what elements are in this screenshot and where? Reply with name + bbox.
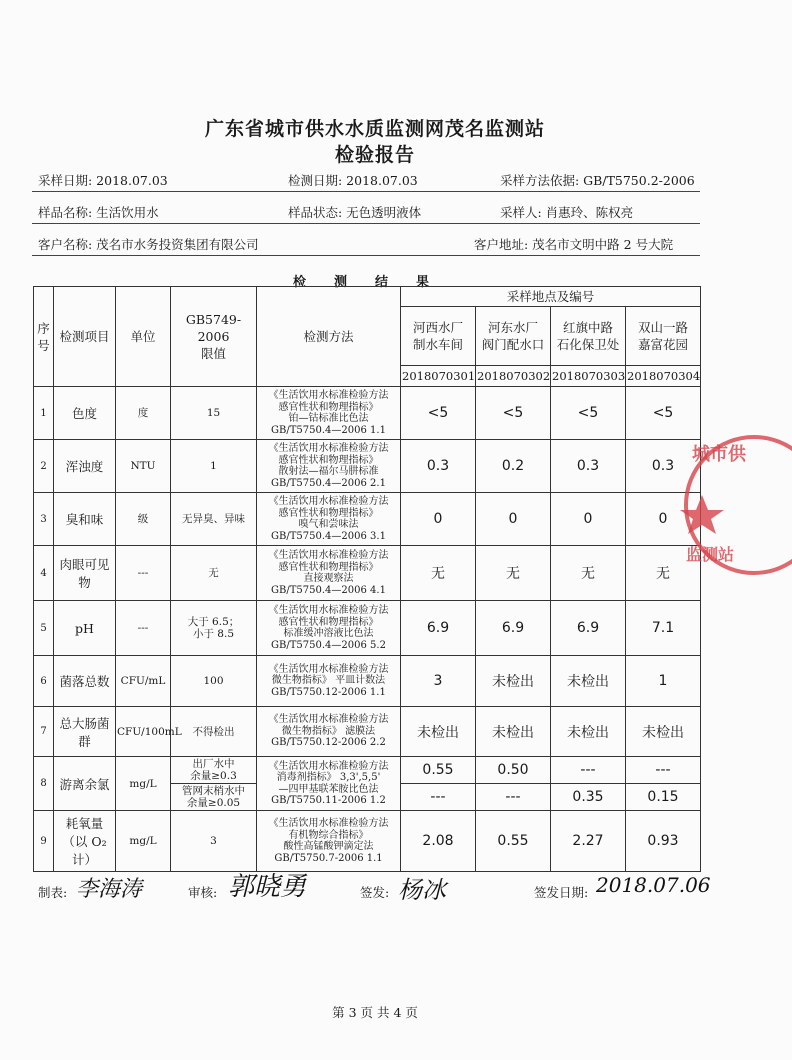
row-item: 菌落总数 — [54, 656, 116, 707]
sample-name: 样品名称: 生活饮用水 — [38, 205, 159, 220]
row-method: 《生活饮用水标准检验方法 感官性状和物理指标》 散射法—福尔马肼标准 GB/T5750.4—2006 2.1 — [257, 440, 401, 493]
row-value: 未检出 — [626, 707, 701, 757]
test-date: 检测日期: 2018.07.03 — [288, 173, 418, 188]
svg-text:城市供: 城市供 — [692, 444, 746, 465]
section-title: 检测结果 — [292, 275, 457, 290]
approved-by-label: 签发: — [360, 885, 390, 900]
row-value: <5 — [476, 387, 551, 440]
table-row — [34, 387, 701, 440]
results-table — [33, 286, 701, 872]
row-seq: 6 — [34, 656, 54, 707]
row-value: 无 — [626, 546, 701, 601]
row-value: 6.9 — [551, 601, 626, 656]
row-seq: 1 — [34, 387, 54, 440]
header-seq: 序 号 — [34, 287, 54, 387]
header-row — [34, 287, 701, 307]
page-number: 第 3 页 共 4 页 — [332, 1005, 418, 1020]
row-item: 游离余氯 — [54, 757, 116, 811]
row-unit: mg/L — [116, 757, 171, 811]
row-value: --- — [401, 784, 476, 811]
location-name: 河西水厂 制水车间 — [401, 307, 476, 366]
approved-by-signature: 杨冰 — [398, 876, 446, 904]
approval-date-label: 签发日期: — [534, 885, 589, 900]
header-limit: GB5749-2006 限值 — [171, 287, 257, 387]
row-value: 3 — [401, 656, 476, 707]
divider — [32, 255, 700, 256]
location-code: 2018070304 — [626, 366, 701, 387]
row-method: 《生活饮用水标准检验方法 微生物指标》 滤膜法 GB/T5750.12-2006 2.2 — [257, 707, 401, 757]
row-seq: 7 — [34, 707, 54, 757]
row-value: 0.2 — [476, 440, 551, 493]
row-seq: 3 — [34, 493, 54, 546]
row-value: --- — [626, 757, 701, 784]
row-value: 无 — [551, 546, 626, 601]
reviewed-by-signature: 郭晓勇 — [228, 872, 307, 902]
header-unit: 单位 — [116, 287, 171, 387]
row-unit: --- — [116, 601, 171, 656]
row-value: 未检出 — [551, 707, 626, 757]
sampler: 采样人: 肖惠玲、陈权亮 — [500, 205, 634, 220]
row-limit: 大于 6.5； 小于 8.5 — [171, 601, 257, 656]
row-limit: 15 — [171, 387, 257, 440]
row-seq: 9 — [34, 811, 54, 872]
prepared-by-signature: 李海涛 — [76, 877, 143, 902]
customer-name: 客户名称: 茂名市水务投资集团有限公司 — [38, 237, 259, 252]
row-item: 肉眼可见物 — [54, 546, 116, 601]
prepared-by-label: 制表: — [38, 885, 68, 900]
row-unit: CFU/mL — [116, 656, 171, 707]
row-value: 未检出 — [401, 707, 476, 757]
row-method: 《生活饮用水标准检验方法 微生物指标》 平皿计数法 GB/T5750.12-2006 1.1 — [257, 656, 401, 707]
row-limit: 1 — [171, 440, 257, 493]
row-value: <5 — [626, 387, 701, 440]
divider — [32, 223, 700, 224]
sampling-method: 采样方法依据: GB/T5750.2-2006 — [500, 173, 695, 188]
row-value: 1 — [626, 656, 701, 707]
report-title: 广东省城市供水水质监测网茂名监测站 — [204, 118, 545, 140]
location-name: 河东水厂 阀门配水口 — [476, 307, 551, 366]
divider — [32, 191, 700, 192]
row-value: --- — [551, 757, 626, 784]
location-code: 2018070303 — [551, 366, 626, 387]
row-value: 未检出 — [551, 656, 626, 707]
row-value: 7.1 — [626, 601, 701, 656]
row-method: 《生活饮用水标准检验方法 有机物综合指标》 酸性高锰酸钾滴定法 GB/T5750.7-2006 1.1 — [257, 811, 401, 872]
header-method: 检测方法 — [257, 287, 401, 387]
row-limit: 3 — [171, 811, 257, 872]
report-subtitle: 检验报告 — [334, 144, 415, 166]
location-name: 红旗中路 石化保卫处 — [551, 307, 626, 366]
row-value: 2.08 — [401, 811, 476, 872]
reviewed-by-label: 审核: — [188, 885, 218, 900]
row-value: 无 — [401, 546, 476, 601]
row-limit: 100 — [171, 656, 257, 707]
row-value: 6.9 — [401, 601, 476, 656]
sample-state: 样品状态: 无色透明液体 — [288, 205, 422, 220]
approval-date-handwritten: 2018.07.06 — [596, 873, 711, 897]
row-limit: 无 — [171, 546, 257, 601]
row-unit: 度 — [116, 387, 171, 440]
row-value: 0.93 — [626, 811, 701, 872]
row-item: 浑浊度 — [54, 440, 116, 493]
row-method: 《生活饮用水标准检验方法 感官性状和物理指标》 嗅气和尝味法 GB/T5750.4—2006 3.1 — [257, 493, 401, 546]
row-limit: 管网末梢水中 余量≥0.05 — [171, 784, 257, 811]
row-value: 0 — [476, 493, 551, 546]
row-value: --- — [476, 784, 551, 811]
row-unit: NTU — [116, 440, 171, 493]
row-value: 2.27 — [551, 811, 626, 872]
row-value: 0 — [401, 493, 476, 546]
row-value: 0.3 — [626, 440, 701, 493]
row-item: 臭和味 — [54, 493, 116, 546]
svg-text:监测站: 监测站 — [686, 545, 735, 564]
location-code: 2018070301 — [401, 366, 476, 387]
header-item: 检测项目 — [54, 287, 116, 387]
row-value: 0.50 — [476, 757, 551, 784]
row-value: 0.3 — [401, 440, 476, 493]
row-value: 0.55 — [401, 757, 476, 784]
row-unit: mg/L — [116, 811, 171, 872]
customer-address: 客户地址: 茂名市文明中路 2 号大院 — [474, 237, 674, 252]
sampling-date: 采样日期: 2018.07.03 — [38, 173, 168, 188]
row-value: 0 — [626, 493, 701, 546]
row-method: 《生活饮用水标准检验方法 感官性状和物理指标》 直接观察法 GB/T5750.4—2006 4.1 — [257, 546, 401, 601]
location-name: 双山一路 嘉富花园 — [626, 307, 701, 366]
row-method: 《生活饮用水标准检验方法 感官性状和物理指标》 标准缓冲溶液比色法 GB/T5750.4—2006 5.2 — [257, 601, 401, 656]
row-unit: 级 — [116, 493, 171, 546]
table-row — [34, 546, 701, 601]
row-limit: 不得检出 — [171, 707, 257, 757]
row-value: 未检出 — [476, 707, 551, 757]
row-value: 0.3 — [551, 440, 626, 493]
row-value: <5 — [551, 387, 626, 440]
table-row — [34, 493, 701, 546]
row-seq: 8 — [34, 757, 54, 811]
table-row — [34, 757, 701, 784]
table-row — [34, 601, 701, 656]
table-row — [34, 811, 701, 872]
row-method: 《生活饮用水标准检验方法 感官性状和物理指标》 铂—钴标准比色法 GB/T5750.4—2006 1.1 — [257, 387, 401, 440]
red-seal-stamp — [672, 420, 792, 590]
row-seq: 2 — [34, 440, 54, 493]
row-item: 耗氧量 （以 O₂ 计） — [54, 811, 116, 872]
row-unit: --- — [116, 546, 171, 601]
row-value: 未检出 — [476, 656, 551, 707]
row-item: 总大肠菌群 — [54, 707, 116, 757]
row-value: 0.15 — [626, 784, 701, 811]
row-limit: 出厂水中 余量≥0.3 — [171, 757, 257, 784]
row-limit: 无异臭、异味 — [171, 493, 257, 546]
table-row — [34, 440, 701, 493]
row-seq: 5 — [34, 601, 54, 656]
row-item: 色度 — [54, 387, 116, 440]
header-locations: 采样地点及编号 — [401, 287, 701, 307]
row-unit: CFU/100mL — [116, 707, 171, 757]
row-method: 《生活饮用水标准检验方法 消毒剂指标》 3,3',5,5' —四甲基联苯胺比色法 GB/T5750.11-2006 1.2 — [257, 757, 401, 811]
table-row — [34, 707, 701, 757]
row-value: 0.35 — [551, 784, 626, 811]
row-value: 0.55 — [476, 811, 551, 872]
row-item: pH — [54, 601, 116, 656]
row-value: 6.9 — [476, 601, 551, 656]
row-value: 无 — [476, 546, 551, 601]
location-code: 2018070302 — [476, 366, 551, 387]
table-row — [34, 656, 701, 707]
row-value: <5 — [401, 387, 476, 440]
row-seq: 4 — [34, 546, 54, 601]
row-value: 0 — [551, 493, 626, 546]
